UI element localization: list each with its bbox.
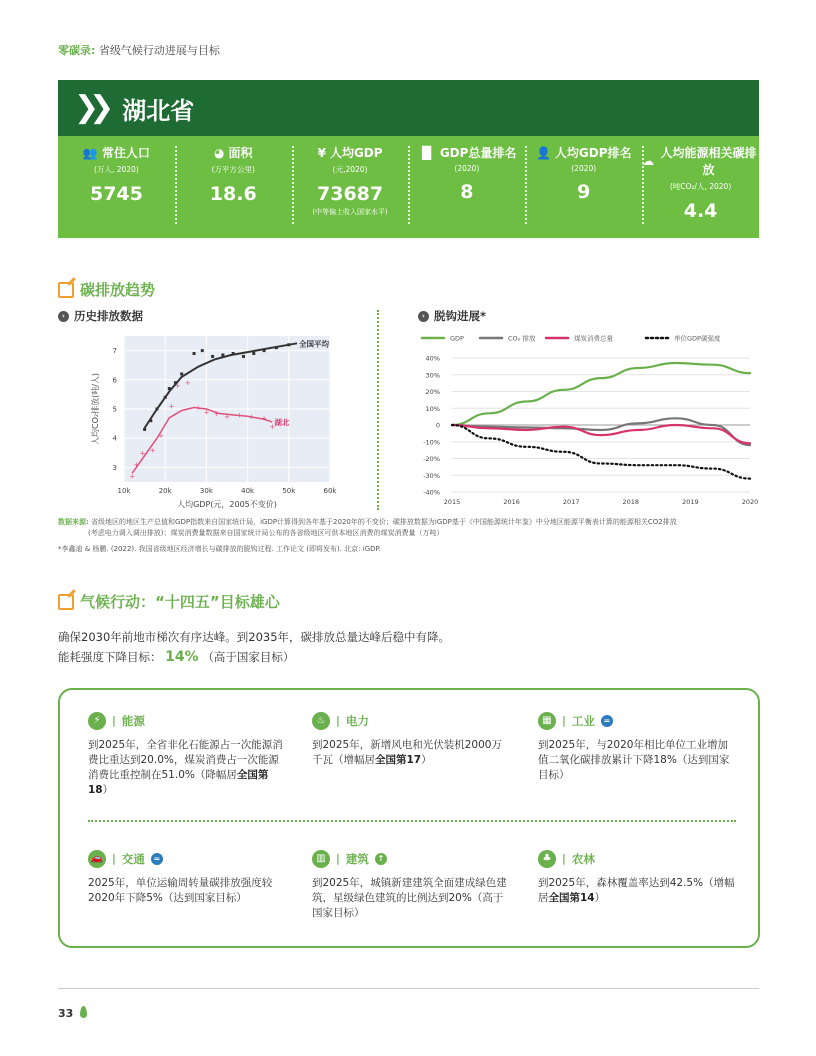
target-card-factory: [538, 712, 738, 783]
target-name: 工业: [571, 713, 595, 728]
data-point-national: [201, 349, 204, 352]
x-tick-label: 50k: [282, 487, 296, 495]
history-scatter-chart: [84, 330, 350, 510]
factory-icon: ▦: [538, 712, 556, 730]
target-name: 农林: [571, 851, 595, 866]
data-point-hubei: +: [236, 411, 243, 420]
series-line-3: [452, 425, 750, 479]
x-tick-label: 2019: [682, 498, 699, 506]
data-point-hubei: +: [224, 412, 230, 421]
target-head: ▦ | 工业 =: [538, 712, 738, 730]
data-point-hubei: +: [203, 408, 210, 417]
trend-section-title: 碳排放趋势: [58, 279, 155, 300]
people-icon: 👥: [82, 145, 98, 160]
target-card-tree: [538, 850, 738, 906]
data-point-national: [155, 408, 158, 411]
data-point-hubei: +: [184, 379, 191, 388]
data-point-hubei: +: [149, 446, 156, 455]
stat-unit: (2020): [454, 164, 480, 173]
series-line-1: [452, 418, 750, 445]
data-point-national: [168, 387, 171, 390]
decoupling-chart-title: › 脱钩进展*: [418, 308, 486, 324]
stat-label: ☁ 人均能源相关碳排放: [642, 146, 757, 177]
stat-unit: (万人, 2020): [94, 165, 139, 174]
stat-unit: (元,2020): [332, 165, 368, 174]
data-point-national: [211, 355, 214, 358]
stats-row: [58, 136, 759, 238]
stat-value: 9: [577, 181, 591, 203]
data-source-note: 数据来源: 省级地区的地区生产总值和GDP指数来自国家统计局，iGDP计算得到各年基于2020年的不变价；碳排放数据为iGDP基于《中国能源统计年鉴》中分地区能源平衡表计算的能源相关CO2排放 (考虑电力调入调出排放)；煤炭消费量数据来自国家统计局公布的各省级地区可供本地区消费的煤炭消费量（万吨）: [58, 518, 677, 537]
legend-label: 单位GDP碳强度: [674, 334, 721, 343]
data-point-national: [287, 343, 290, 346]
data-point-national: [193, 352, 196, 355]
x-axis-label: 人均GDP(元，2005不变价): [177, 500, 277, 509]
stat-5: [642, 136, 759, 238]
x-tick-label: 2017: [562, 498, 580, 506]
data-point-hubei: +: [195, 404, 202, 413]
edit-icon: [58, 282, 74, 298]
y-axis-label: 人均CO₂排放(吨/人): [91, 372, 100, 446]
target-head: ♣ | 农林: [538, 850, 738, 868]
legend-label: 煤炭消费总量: [574, 334, 613, 343]
intro-line-peak: 确保2030年前地市梯次有序达峰。到2035年，碳排放总量达峰后稳中有降。: [58, 630, 451, 644]
data-point-national: [232, 352, 235, 355]
data-point-hubei: +: [139, 449, 146, 458]
target-head: ♨ | 电力: [312, 712, 512, 730]
stat-4: [525, 136, 642, 238]
intro-line-energy: 能耗强度下降目标： 14% （高于国家目标）: [58, 649, 295, 665]
up-arrow-circle-icon: ↑: [375, 853, 387, 865]
breadcrumb-keyword: 零碳录:: [58, 44, 96, 57]
y-tick-label: -30%: [423, 471, 440, 480]
car-icon: 🚗: [88, 850, 106, 868]
y-tick-label: 30%: [425, 371, 440, 380]
breadcrumb-subtitle: 省级气候行动进展与目标: [98, 44, 220, 57]
x-tick-label: 2018: [622, 498, 640, 506]
arrow-circle-icon: ›: [418, 311, 429, 322]
legend-label: CO₂ 排放: [508, 334, 536, 343]
panel-divider: [88, 820, 736, 822]
target-name: 建筑: [345, 851, 369, 866]
stat-value: 5745: [89, 183, 143, 205]
stat-label: ▐▌ GDP总量排名: [417, 145, 517, 160]
data-point-national: [221, 353, 224, 356]
national-label: 全国平均: [299, 339, 330, 349]
target-name: 电力: [345, 713, 369, 728]
breadcrumb: [58, 42, 220, 58]
energy-icon: ⚡: [88, 712, 106, 730]
data-point-hubei: +: [133, 460, 140, 469]
data-point-hubei: +: [269, 423, 276, 432]
target-text: 到2025年，新增风电和光伏装机2000万千瓦（增幅居全国第17）: [312, 739, 502, 766]
target-card-power: [312, 712, 512, 768]
x-tick-label: 10k: [117, 487, 131, 495]
yen-icon: ¥: [317, 145, 326, 160]
data-point-national: [242, 355, 245, 358]
stat-unit: (万平方公里): [211, 165, 255, 174]
x-tick-label: 20k: [158, 487, 172, 495]
double-chevron-icon: ❯❯: [74, 90, 105, 125]
stat-label: 👥 常住人口: [82, 145, 150, 160]
y-tick-label: 4: [112, 434, 117, 443]
page-number: 33: [58, 1007, 74, 1020]
target-text: 2025年，单位运输周转量碳排放强度较2020年下降5%（达到国家目标）: [88, 877, 273, 904]
y-tick-label: -10%: [423, 438, 440, 447]
stat-2: [292, 136, 409, 238]
target-text: 到2025年，全省非化石能源占一次能源消费比重达到20.0%，煤炭消费占一次能源消费比重控制在51.0%（降幅居全国第18）: [88, 739, 283, 796]
target-text: 到2025年，森林覆盖率达到42.5%（增幅居全国第14）: [538, 877, 735, 904]
target-card-car: [88, 850, 288, 906]
province-header: [58, 80, 759, 136]
data-point-national: [180, 372, 183, 375]
target-name: 交通: [121, 851, 145, 866]
y-tick-label: 5: [112, 405, 117, 414]
stat-unit: (吨CO₂/人, 2020): [669, 182, 732, 191]
stat-label: ¥ 人均GDP: [317, 145, 383, 160]
y-tick-label: 6: [112, 376, 117, 385]
x-tick-label: 40k: [241, 487, 255, 495]
stat-3: [408, 136, 525, 238]
stat-note: (中等偏上收入国家水平): [312, 208, 388, 216]
target-head: ⚡ | 能源: [88, 712, 288, 730]
data-point-hubei: +: [158, 431, 165, 440]
equal-circle-icon: =: [151, 853, 163, 865]
data-point-hubei: +: [248, 412, 255, 421]
equal-circle-icon: =: [601, 715, 613, 727]
target-text: 到2025年，与2020年相比单位工业增加值二氧化碳排放累计下降18%（达到国家目标）: [538, 739, 730, 781]
data-point-hubei: +: [261, 414, 268, 423]
data-point-national: [149, 419, 152, 422]
target-card-building: [312, 850, 512, 921]
data-point-hubei: +: [129, 472, 136, 481]
stat-label: ◕ 面积: [213, 145, 253, 160]
target-card-energy: [88, 712, 288, 798]
leaf-icon: [80, 1006, 87, 1018]
stat-0: [58, 136, 175, 238]
hubei-label: 湖北: [274, 418, 290, 428]
bar-chart-icon: ▐▌: [417, 145, 436, 160]
footer-divider: [58, 988, 759, 989]
arrow-circle-icon: ›: [58, 311, 69, 322]
y-tick-label: 3: [112, 463, 117, 472]
edit-icon: [58, 594, 74, 610]
x-tick-label: 2020: [741, 498, 759, 506]
data-point-hubei: +: [168, 402, 175, 411]
y-tick-label: 40%: [425, 354, 440, 363]
data-point-national: [143, 428, 146, 431]
data-point-national: [164, 396, 167, 399]
target-name: 能源: [121, 713, 145, 728]
province-name: 湖北省: [122, 96, 195, 125]
stat-value: 4.4: [683, 200, 718, 222]
target-head: 🚗 | 交通 =: [88, 850, 288, 868]
y-tick-label: 0: [435, 421, 440, 430]
legend-label: GDP: [450, 334, 464, 343]
y-tick-label: -20%: [423, 455, 440, 463]
sector-targets-panel: [58, 688, 760, 948]
stat-1: [175, 136, 292, 238]
chart-divider: [377, 310, 379, 510]
series-line-0: [452, 363, 750, 425]
data-point-hubei: +: [213, 409, 220, 418]
series-line-2: [452, 425, 750, 443]
target-head: ▥ | 建筑 ↑: [312, 850, 512, 868]
x-tick-label: 2016: [503, 498, 520, 506]
stat-unit: (2020): [571, 164, 597, 173]
x-tick-label: 2015: [443, 498, 461, 506]
stat-value: 18.6: [209, 183, 257, 205]
climate-section-title: 气候行动：“十四五”目标雄心: [58, 591, 280, 612]
stat-label: 👤 人均GDP排名: [535, 145, 632, 160]
data-point-national: [252, 352, 255, 355]
y-tick-label: 10%: [425, 404, 440, 413]
power-icon: ♨: [312, 712, 330, 730]
y-tick-label: 7: [112, 347, 117, 356]
tree-icon: ♣: [538, 850, 556, 868]
x-tick-label: 30k: [199, 487, 213, 495]
target-text: 到2025年，城镇新建建筑全面建成绿色建筑，星级绿色建筑的比例达到20%（高于国家目标）: [312, 877, 507, 919]
building-icon: ▥: [312, 850, 330, 868]
person-rank-icon: 👤: [535, 145, 551, 160]
reference-note: *李鑫迪 & 杨鹏. (2022). 我国省级地区经济增长与碳排放的脱钩过程. 工作论文 (即将发布). 北京: iGDP.: [58, 545, 381, 553]
history-chart-title: › 历史排放数据: [58, 308, 143, 324]
x-tick-label: 60k: [323, 487, 337, 495]
data-point-national: [263, 349, 266, 352]
data-point-national: [275, 346, 278, 349]
co2-cloud-icon: ☁: [642, 154, 655, 168]
decoupling-line-chart: [410, 328, 766, 510]
area-icon: ◕: [213, 145, 225, 160]
stat-value: 8: [460, 181, 474, 203]
province-banner: [58, 80, 759, 238]
stat-value: 73687: [317, 183, 384, 205]
data-point-hubei: +: [174, 382, 181, 391]
y-tick-label: -40%: [423, 488, 440, 497]
climate-intro: [58, 627, 450, 667]
y-tick-label: 20%: [425, 388, 440, 396]
